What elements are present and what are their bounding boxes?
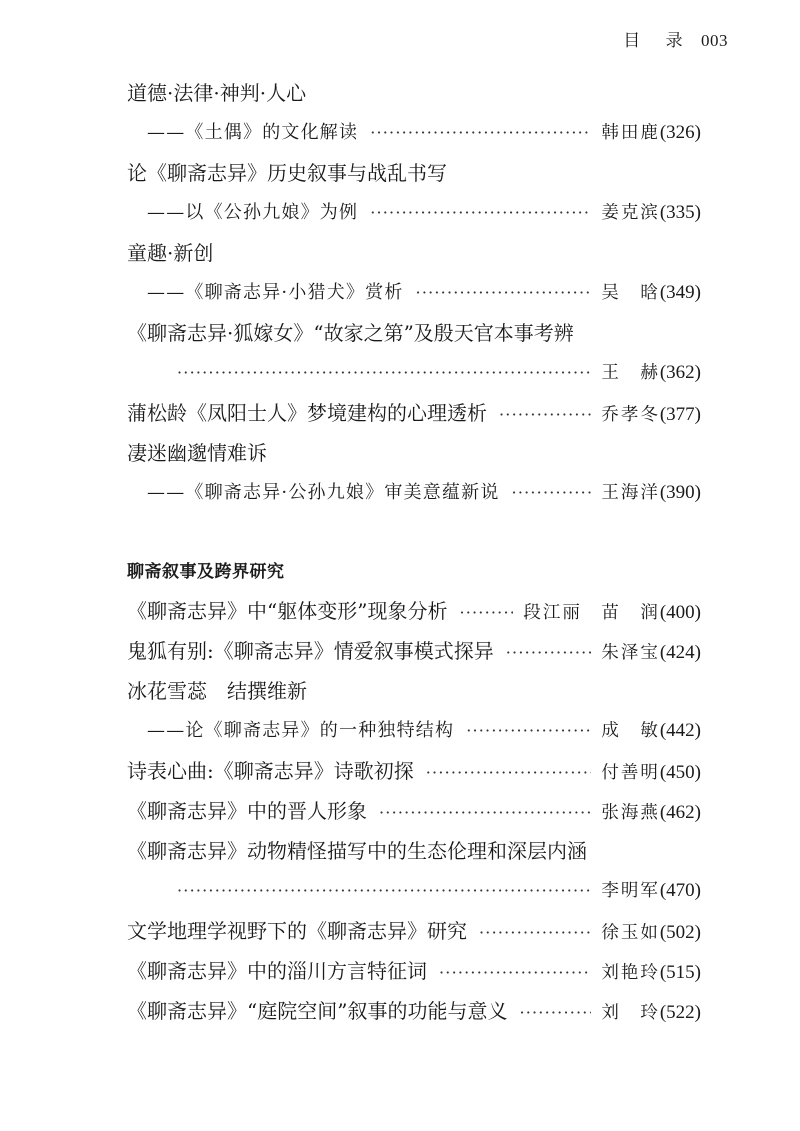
dot-leader [426, 753, 592, 793]
toc-entry-title [127, 233, 701, 273]
entry-title[interactable]: 论《聊斋志异》历史叙事与战乱书写 [127, 161, 447, 185]
entry-title[interactable]: 《聊斋志异》中的淄川方言特征词 [127, 959, 427, 983]
entry-page: (362) [659, 362, 701, 383]
toc-entry-title [127, 671, 701, 711]
entry-page: (442) [659, 720, 701, 741]
entry-subtitle[interactable]: ——《土偶》的文化解读 [147, 122, 359, 143]
entry-title[interactable]: 冰花雪蕊 结撰维新 [127, 679, 307, 703]
dot-leader [466, 711, 591, 751]
entry-page: (522) [659, 1002, 701, 1023]
entry-title[interactable]: 《聊斋志异》中“躯体变形”现象分析 [127, 599, 448, 623]
entry-author: 刘艳玲 [601, 963, 660, 983]
dot-leader [177, 353, 591, 393]
dot-leader [499, 395, 591, 435]
toc-entry-subtitle-line [127, 473, 701, 513]
entry-page: (335) [659, 202, 701, 223]
toc-entry [127, 951, 701, 991]
running-head-page-number: 003 [701, 31, 728, 50]
toc-entry-subtitle-line [127, 273, 701, 313]
entry-page: (450) [659, 762, 701, 783]
entry-page: (349) [659, 282, 701, 303]
entry-title[interactable]: 《聊斋志异》“庭院空间”叙事的功能与意义 [127, 999, 508, 1023]
entry-title[interactable]: 《聊斋志异·狐嫁女》“故家之第”及殷天官本事考辨 [127, 321, 574, 345]
entry-page: (390) [659, 482, 701, 503]
entry-page: (400) [659, 602, 701, 623]
toc-entry-subtitle-line [127, 193, 701, 233]
running-head [623, 26, 728, 51]
toc-entry [127, 791, 701, 831]
dot-leader [379, 793, 591, 833]
toc-entry [127, 911, 701, 951]
entry-author: 成 敏 [601, 721, 660, 741]
entry-subtitle[interactable]: ——《聊斋志异·公孙九娘》审美意蕴新说 [147, 482, 500, 503]
entry-subtitle[interactable]: ——以《公孙九娘》为例 [147, 202, 359, 223]
section-spacer [127, 513, 701, 553]
entry-page: (326) [659, 122, 701, 143]
toc-entry-subtitle-line [127, 711, 701, 751]
entry-title[interactable]: 《聊斋志异》动物精怪描写中的生态伦理和深层内涵 [127, 839, 587, 863]
running-head-label: 目 录 [623, 31, 693, 51]
dot-leader [439, 953, 591, 993]
dot-leader [370, 113, 591, 153]
entry-page: (424) [659, 642, 701, 663]
entry-page: (502) [659, 922, 701, 943]
toc-entry-title [127, 313, 701, 353]
toc-entry-title [127, 73, 701, 113]
dot-leader [519, 993, 591, 1033]
entry-title[interactable]: 道德·法律·神判·人心 [127, 81, 307, 105]
entry-author: 张海燕 [601, 803, 660, 823]
toc-entry-title [127, 153, 701, 193]
entry-title[interactable]: 童趣·新创 [127, 241, 214, 265]
entry-subtitle[interactable]: ——论《聊斋志异》的一种独特结构 [147, 720, 455, 741]
entry-author: 吴 晗 [601, 283, 660, 303]
toc-entry-subtitle-line [127, 113, 701, 153]
entry-page: (462) [659, 802, 701, 823]
entry-author: 朱泽宝 [601, 643, 660, 663]
entry-author: 乔孝冬 [601, 405, 660, 425]
dot-leader [479, 913, 591, 953]
entry-title[interactable]: 诗表心曲:《聊斋志异》诗歌初探 [127, 759, 414, 783]
dot-leader [459, 593, 513, 633]
entry-author: 徐玉如 [601, 923, 660, 943]
toc-entry [127, 631, 701, 671]
dot-leader [370, 193, 591, 233]
entry-page: (470) [659, 880, 701, 901]
entry-page: (515) [659, 962, 701, 983]
toc-entry [127, 991, 701, 1031]
toc-entry [127, 751, 701, 791]
table-of-contents [127, 73, 701, 1031]
entry-title[interactable]: 《聊斋志异》中的晋人形象 [127, 799, 367, 823]
dot-leader [177, 871, 591, 911]
entry-title[interactable]: 凄迷幽邈情难诉 [127, 441, 267, 465]
entry-author: 韩田鹿 [601, 123, 660, 143]
toc-entry-leader-line [127, 353, 701, 393]
toc-entry-leader-line [127, 871, 701, 911]
toc-entry [127, 591, 701, 631]
entry-author: 王海洋 [601, 483, 660, 503]
section-heading: 聊斋叙事及跨界研究 [127, 562, 285, 582]
toc-entry [127, 393, 701, 433]
dot-leader [512, 473, 592, 513]
entry-author: 刘 玲 [601, 1003, 660, 1023]
toc-entry-title [127, 433, 701, 473]
entry-author: 段江丽 苗 润 [523, 603, 660, 623]
dot-leader [416, 273, 592, 313]
entry-subtitle[interactable]: ——《聊斋志异·小猎犬》赏析 [147, 282, 404, 303]
dot-leader [506, 633, 592, 673]
toc-entry-title [127, 831, 701, 871]
entry-author: 李明军 [601, 881, 660, 901]
entry-title[interactable]: 文学地理学视野下的《聊斋志异》研究 [127, 919, 467, 943]
entry-page: (377) [659, 404, 701, 425]
entry-title[interactable]: 鬼狐有别:《聊斋志异》情爱叙事模式探异 [127, 639, 494, 663]
entry-title[interactable]: 蒲松龄《凤阳士人》梦境建构的心理透析 [127, 401, 487, 425]
entry-author: 王 赫 [601, 363, 660, 383]
entry-author: 姜克滨 [601, 203, 660, 223]
entry-author: 付善明 [601, 763, 660, 783]
